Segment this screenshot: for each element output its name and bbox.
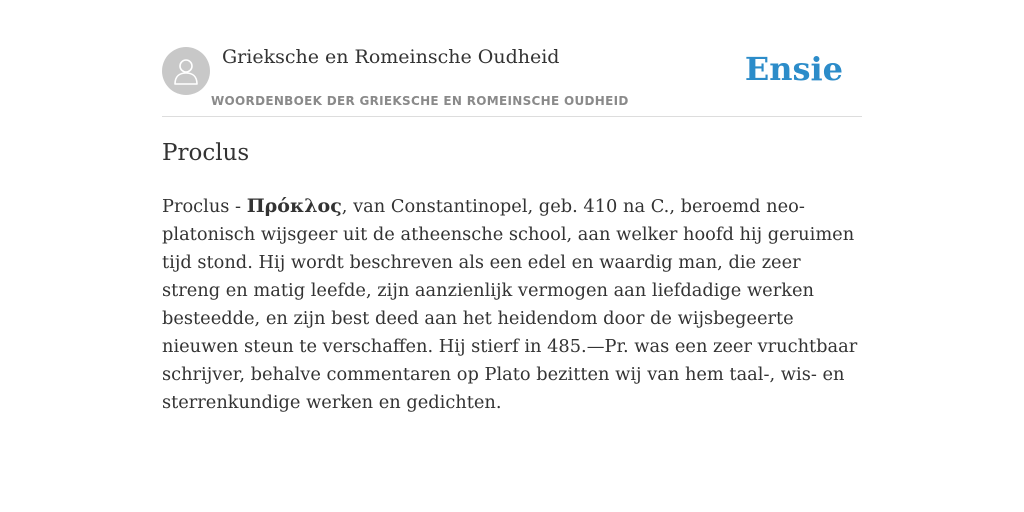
source-title[interactable]: Grieksche en Romeinsche Oudheid	[222, 46, 560, 68]
header	[162, 44, 862, 117]
brand-logo[interactable]: Ensie	[744, 50, 843, 88]
user-icon	[173, 57, 199, 85]
entry-text: , van Constantinopel, geb. 410 na C., beroemd neo-platonisch wijsgeer uit de atheensche school, aan welker hoofd hij geruimen tijd stond. Hij wordt beschreven als een edel en waardig man, die zeer streng en matig leefde, zijn aanzienlijk vermogen aan liefdadige werken besteedde, en zijn best deed aan het heidendom door de wijsbegeerte nieuwen steun te verschaffen. Hij stierf in 485.—Pr. was een zeer vruchtbaar schrijver, behalve commentaren op Plato bezitten wij van hem taal-, wis- en sterrenkundige werken en gedichten.	[162, 196, 858, 413]
entry-term: Proclus	[162, 196, 230, 217]
source-subtitle: WOORDENBOEK DER GRIEKSCHE EN ROMEINSCHE OUDHEID	[211, 94, 629, 108]
greek-term: Πρόκλος	[246, 195, 342, 217]
term-separator: -	[229, 196, 247, 217]
avatar[interactable]	[162, 47, 210, 95]
entry-title: Proclus	[162, 140, 250, 166]
entry-body	[162, 192, 862, 417]
